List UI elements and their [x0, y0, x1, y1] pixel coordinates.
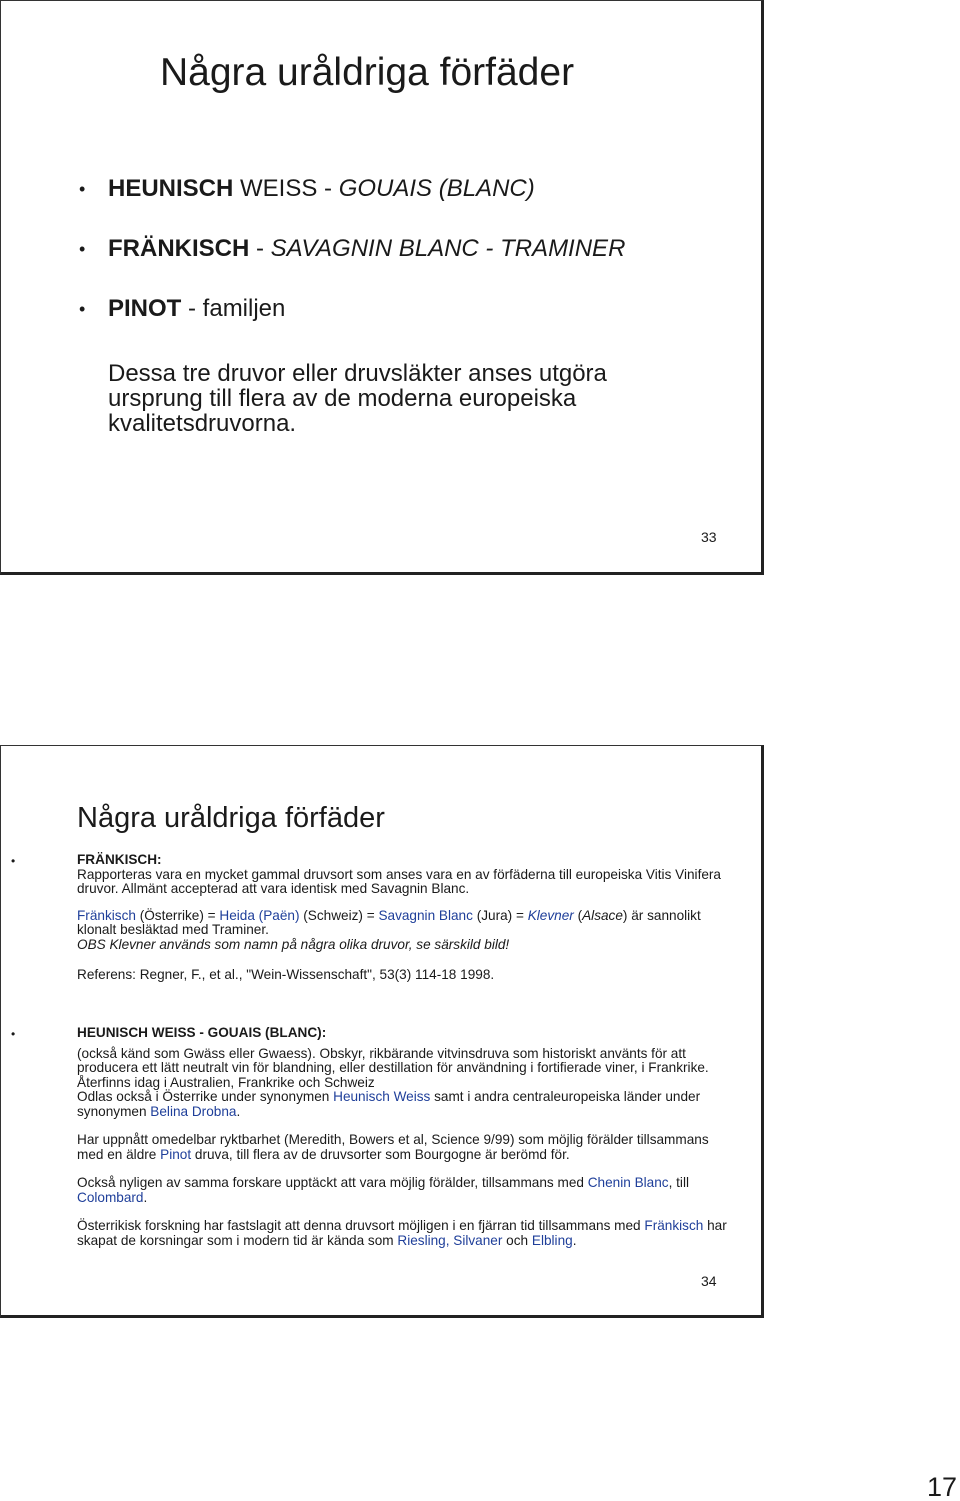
paragraph: OBS Klevner används som namn på några olika druvor, se särskild bild!: [77, 936, 510, 952]
section-heunisch: [77, 1026, 737, 1248]
bullet-heunisch: • HEUNISCH WEISS - GOUAIS (BLANC): [79, 171, 625, 231]
paragraph: Odlas också i Österrike under synonymen Heunisch Weiss samt i andra centraleuropeiska länder under synonymen Belina Drobna.: [77, 1089, 701, 1119]
bullet-icon: •: [79, 239, 86, 259]
paragraph: Österrikisk forskning har fastslagit att denna druvsort möjligen i en fjärran tid tillsammans med Fränkisch har skapat de korsningar som i modern tid är kända som Riesling, Silvaner och Elbling.: [77, 1218, 727, 1248]
slide-33: [0, 0, 764, 575]
paragraph: Också nyligen av samma forskare upptäckt att vara möjlig förälder, tillsammans med Chenin Blanc, till Colombard.: [77, 1175, 689, 1205]
slide-title: Några uråldriga förfäder: [77, 802, 385, 834]
slide-title: Några uråldriga förfäder: [160, 51, 575, 94]
bullet-list: [79, 171, 625, 351]
bullet-icon: •: [79, 299, 86, 319]
bullet-icon: •: [11, 854, 16, 868]
bullet-frankisch: • FRÄNKISCH - SAVAGNIN BLANC - TRAMINER: [79, 231, 625, 291]
bullet-pinot: • PINOT - familjen: [79, 291, 625, 351]
slide-page-number: 34: [701, 1273, 717, 1289]
slide-34: [0, 745, 764, 1318]
paragraph: Rapporteras vara en mycket gammal druvsort som anses vara en av förfäderna till europeiska Vitis Vinifera druvor. Allmänt accepterad att vara identisk med Savagnin Blanc.: [77, 866, 721, 896]
reference: Referens: Regner, F., et al., "Wein-Wissenschaft", 53(3) 114-18 1998.: [77, 967, 495, 982]
paragraph: (också känd som Gwäss eller Gwaess). Obskyr, rikbärande vitvinsdruva som historiskt använts för att producera ett lätt neutralt vin för blandning, eller destillation för användning i fortifierade viner, i Frankrike. Återfinns idag i Australien, Frankrike och Schweiz: [77, 1045, 709, 1090]
section-heading: HEUNISCH WEISS - GOUAIS (BLANC):: [77, 1025, 327, 1040]
sheet-page-number: 17: [927, 1472, 958, 1501]
paragraph: Fränkisch (Österrike) = Heida (Paën) (Schweiz) = Savagnin Blanc (Jura) = Klevner (Alsace) är sannolikt klonalt besläktad med Traminer.: [77, 907, 701, 937]
slide-page-number: 33: [701, 529, 717, 545]
summary-paragraph: Dessa tre druvor eller druvsläkter anses utgöra ursprung till flera av de moderna europeiska kvalitetsdruvorna.: [108, 360, 607, 437]
section-frankisch: [77, 853, 737, 983]
paragraph: Har uppnått omedelbar ryktbarhet (Meredith, Bowers et al, Science 9/99) som möjlig förälder tillsammans med en äldre Pinot druva, till flera av de druvsorter som Bourgogne är berömd för.: [77, 1132, 709, 1162]
bullet-icon: •: [11, 1027, 16, 1041]
section-heading: FRÄNKISCH:: [77, 852, 162, 867]
bullet-icon: •: [79, 179, 86, 199]
